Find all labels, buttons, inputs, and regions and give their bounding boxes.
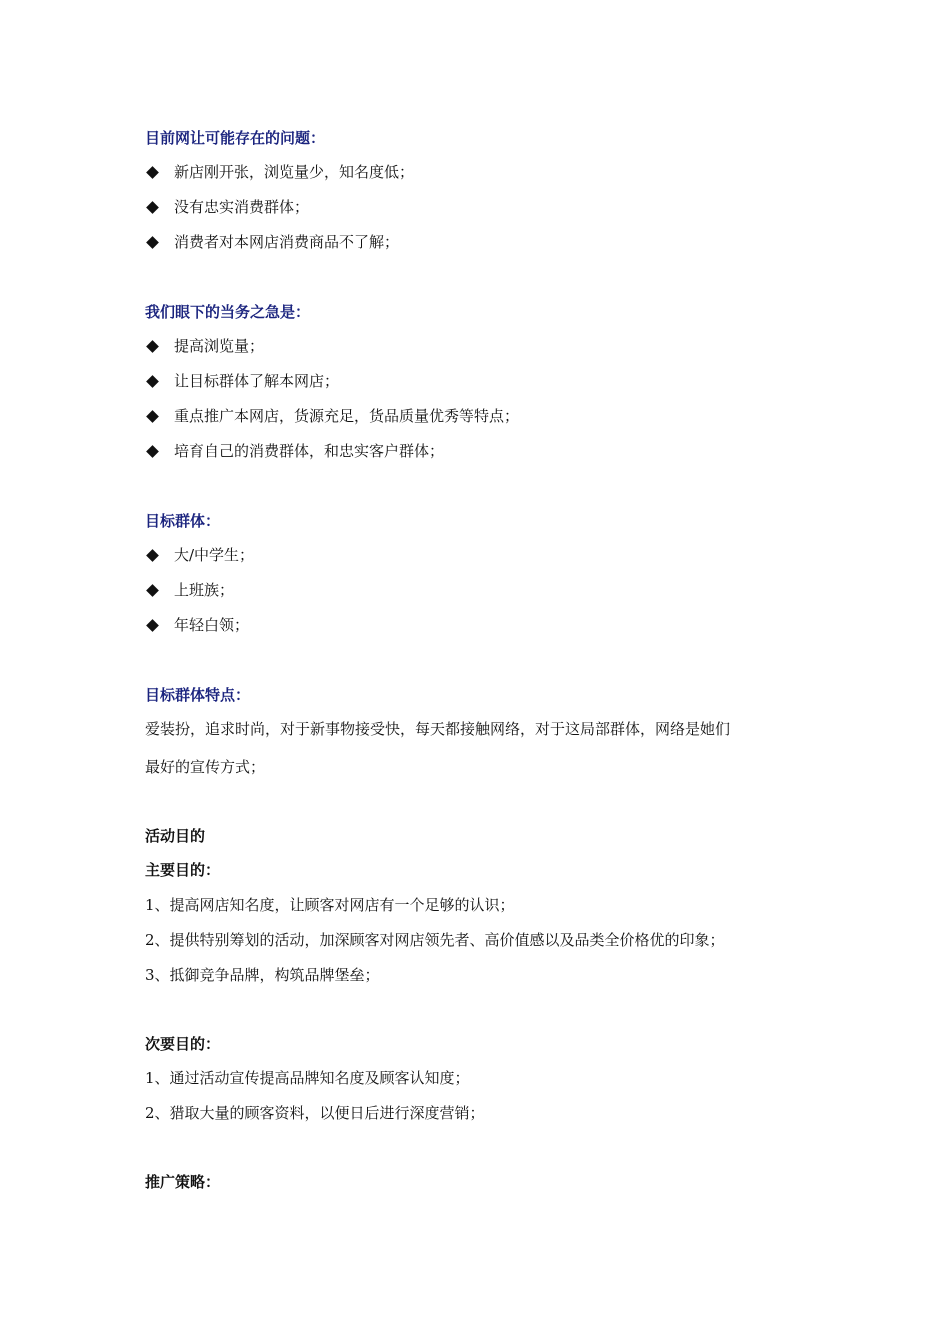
problems-item: 消费者对本网店消费商品不了解； xyxy=(145,232,399,252)
urgent-item: 培育自己的消费群体，和忠实客户群体； xyxy=(145,441,444,461)
problems-item: 没有忠实消费群体； xyxy=(145,197,309,217)
diamond-bullet-icon xyxy=(146,584,159,597)
diamond-bullet-icon xyxy=(146,166,159,179)
problems-item: 新店刚开张，浏览量少，知名度低； xyxy=(145,162,414,182)
secondary-purpose-item: 2、猎取大量的顾客资料，以便日后进行深度营销； xyxy=(145,1104,485,1122)
problems-heading: 目前网让可能存在的问题： xyxy=(145,129,326,147)
primary-purpose-heading: 主要目的： xyxy=(145,861,221,879)
urgent-item: 让目标群体了解本网店； xyxy=(145,371,339,391)
secondary-purpose-heading: 次要目的： xyxy=(145,1035,221,1053)
target-traits-line: 最好的宣传方式； xyxy=(145,758,266,776)
urgent-item: 提高浏览量； xyxy=(145,336,264,356)
primary-purpose-item: 1、提高网店知名度，让顾客对网店有一个足够的认识； xyxy=(145,896,515,914)
diamond-bullet-icon xyxy=(146,410,159,423)
diamond-bullet-icon xyxy=(146,201,159,214)
target-traits-heading: 目标群体特点： xyxy=(145,686,251,704)
primary-purpose-item: 2、提供特别筹划的活动，加深顾客对网店领先者、高价值感以及品类全价格优的印象； xyxy=(145,931,725,949)
diamond-bullet-icon xyxy=(146,549,159,562)
diamond-bullet-icon xyxy=(146,236,159,249)
primary-purpose-item: 3、抵御竞争品牌，构筑品牌堡垒； xyxy=(145,966,380,984)
diamond-bullet-icon xyxy=(146,445,159,458)
target-group-item: 年轻白领； xyxy=(145,615,249,635)
target-traits-line: 爱装扮，追求时尚，对于新事物接受快，每天都接触网络，对于这局部群体，网络是她们 xyxy=(145,720,731,738)
diamond-bullet-icon xyxy=(146,340,159,353)
urgent-heading: 我们眼下的当务之急是： xyxy=(145,303,311,321)
secondary-purpose-item: 1、通过活动宣传提高品牌知名度及顾客认知度； xyxy=(145,1069,470,1087)
diamond-bullet-icon xyxy=(146,375,159,388)
target-group-item: 大/中学生； xyxy=(145,545,254,565)
target-group-item: 上班族； xyxy=(145,580,234,600)
strategy-heading: 推广策略： xyxy=(145,1173,221,1191)
activity-title: 活动目的 xyxy=(145,827,206,845)
target-group-heading: 目标群体： xyxy=(145,512,221,530)
diamond-bullet-icon xyxy=(146,619,159,632)
urgent-item: 重点推广本网店，货源充足，货品质量优秀等特点； xyxy=(145,406,519,426)
